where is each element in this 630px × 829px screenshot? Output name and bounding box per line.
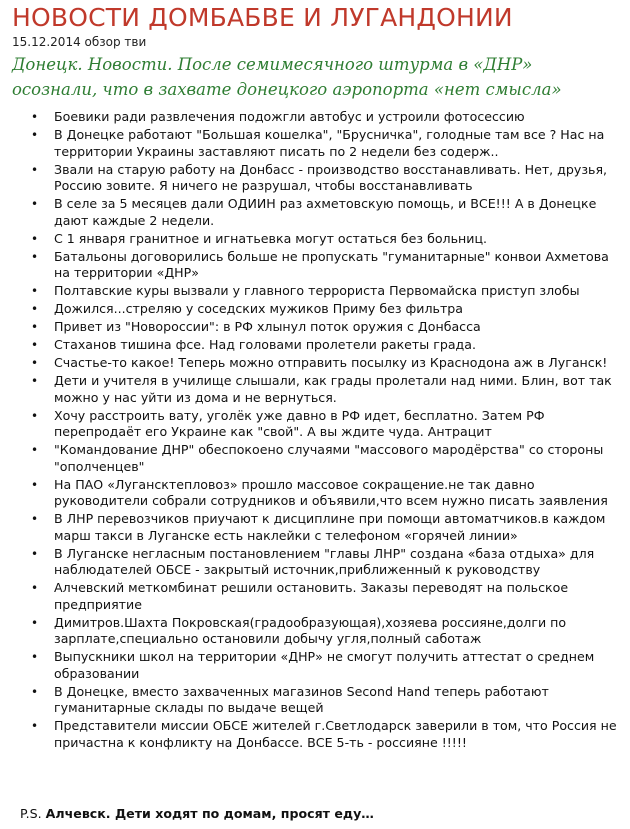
bullet-icon: •	[31, 197, 39, 211]
news-item-text: Батальоны договорились больше не пропускать "гуманитарные" конвои Ахметова на территории «ДНР»	[54, 248, 609, 280]
bullet-icon: •	[31, 374, 39, 388]
bullet-icon: •	[31, 546, 39, 561]
list-item	[20, 249, 618, 282]
list-item	[20, 546, 618, 579]
news-item-text: Дети и учителя в училище слышали, как грады пролетали над ними. Блин, вот так можно у нас уйти из дома и не вернуться.	[54, 373, 612, 405]
bullet-icon: •	[31, 443, 39, 457]
list-item	[20, 301, 618, 318]
list-item	[20, 162, 618, 195]
list-item	[20, 283, 618, 300]
bullet-icon: •	[31, 684, 39, 699]
news-item-text: В селе за 5 месяцев дали ОДИИН раз ахметовскую помощь, и ВСЕ!!! А в Донецке дают каждые 2 недели.	[54, 196, 597, 228]
list-item	[20, 319, 618, 336]
bullet-icon: •	[31, 408, 39, 423]
bullet-icon: •	[31, 512, 39, 526]
news-item-text: "Командование ДНР" обеспокоено случаями "массового мародёрства" со стороны "ополченцев"	[54, 442, 604, 474]
news-item-text: Выпускники школ на территории «ДНР» не смогут получить аттестат о среднем образовании	[54, 649, 595, 681]
news-item-text: Счастье-то какое! Теперь можно отправить посылку из Краснодона аж в Луганск!	[54, 355, 608, 370]
list-item	[20, 580, 618, 613]
bullet-icon: •	[31, 302, 39, 316]
news-item-text: Алчевский меткомбинат решили остановить. Заказы переводят на польское предприятие	[54, 580, 569, 612]
news-item-text: В Донецке, вместо захваченных магазинов Second Hand теперь работают гуманитарные склады по выдаче вещей	[54, 683, 549, 715]
news-item-text: В Донецке работают "Большая кошелка", "Брусничка", голодные там все ? Нас на территории Украины заставляют писать по 2 недели без содерж..	[54, 127, 605, 159]
news-item-text: Представители миссии ОБСЕ жителей г.Светлодарск заверили в том, что Россия не причастна к конфликту на Донбассе. ВСЕ 5-ть - россияне !!!!!	[54, 718, 617, 750]
bullet-icon: •	[31, 128, 39, 142]
bullet-icon: •	[31, 162, 39, 177]
bullet-icon: •	[31, 356, 39, 370]
list-item	[20, 442, 618, 475]
list-item	[20, 373, 618, 406]
list-item	[20, 718, 618, 751]
list-item	[20, 511, 618, 544]
news-item-text: Привет из "Новороссии": в РФ хлынул поток оружия с Донбасса	[54, 319, 481, 334]
bullet-icon: •	[31, 320, 39, 334]
bullet-icon: •	[31, 338, 39, 352]
news-item-text: Боевики ради развлечения подожгли автобус и устроили фотосессию	[54, 109, 525, 124]
postscript-prefix: P.S.	[20, 806, 42, 821]
news-item-text: Димитров.Шахта Покровская(градообразующая),хозяева россияне,долги по зарплате,специально остановили добычу угля,полный саботаж	[54, 614, 567, 646]
page-title: НОВОСТИ ДОМБАБВЕ И ЛУГАНДОНИИ	[12, 3, 513, 32]
list-item	[20, 231, 618, 248]
bullet-icon: •	[31, 615, 39, 630]
news-item-text: С 1 января гранитное и игнатьевка могут остаться без больниц.	[54, 230, 488, 246]
post-date: 15.12.2014 обзор тви	[12, 35, 147, 49]
list-item	[20, 127, 618, 160]
postscript-text: Алчевск. Дети ходят по домам, просят еду…	[45, 806, 374, 821]
list-item	[20, 615, 618, 648]
news-item-text: Полтавские куры вызвали у главного террориста Первомайска приступ злобы	[54, 283, 580, 298]
list-item	[20, 649, 618, 682]
postscript	[20, 806, 374, 821]
news-list	[20, 109, 618, 753]
list-item	[20, 684, 618, 717]
headline-subtitle: Донецк. Новости. После семимесячного штурма в «ДНР» осознали, что в захвате донецкого аэропорта «нет смысла»	[12, 55, 562, 99]
list-item	[20, 355, 618, 372]
news-item-text: Звали на старую работу на Донбасс - производство восстанавливать. Нет, друзья, Россию зовите. Я ничего не разрушал, чтобы восстанавливать	[54, 161, 608, 193]
news-item-text: Стаханов тишина фсе. Над головами пролетели ракеты града.	[54, 337, 476, 352]
bullet-icon: •	[31, 284, 39, 298]
news-item-text: На ПАО «Лугансктепловоз» прошло массовое сокращение.не так давно руководители собрали сотрудников и объявили,что всем нужно писать заявления	[54, 476, 608, 508]
bullet-icon: •	[31, 719, 39, 733]
news-item-text: Хочу расстроить вату, уголёк уже давно в РФ идет, бесплатно. Затем РФ перепродаёт его Украине как "свой". А вы ждите чуда. Антрацит	[54, 407, 545, 439]
list-item	[20, 196, 618, 229]
bullet-icon: •	[31, 249, 39, 264]
bullet-icon: •	[31, 650, 39, 664]
list-item	[20, 337, 618, 354]
news-item-text: В ЛНР перевозчиков приучают к дисциплине при помощи автоматчиков.в каждом марш такси в Луганске есть наклейки с телефоном «горячей линии»	[54, 511, 606, 543]
bullet-icon: •	[31, 110, 39, 124]
news-item-text: В Луганске негласным постановлением "главы ЛНР" создана «база отдыха» для наблюдателей ОБСЕ - закрытый источник,приближенный к руководству	[54, 545, 595, 577]
list-item	[20, 477, 618, 510]
bullet-icon: •	[31, 581, 39, 595]
news-item-text: Дожился...стреляю у соседских мужиков Приму без фильтра	[54, 301, 464, 316]
list-item	[20, 109, 618, 126]
list-item	[20, 408, 618, 441]
bullet-icon: •	[31, 477, 39, 492]
bullet-icon: •	[31, 231, 39, 246]
